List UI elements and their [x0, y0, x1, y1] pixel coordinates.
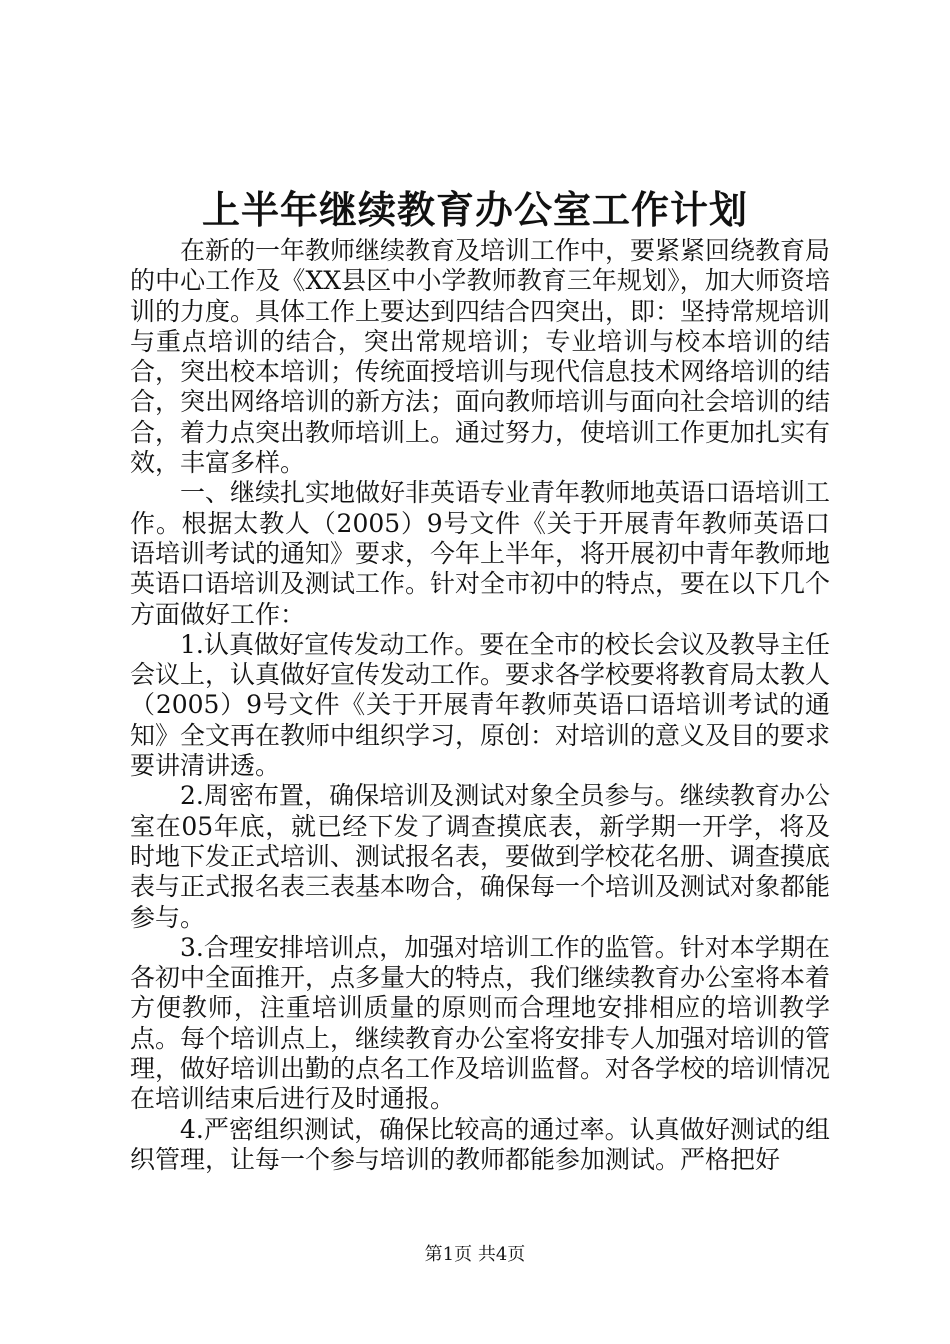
paragraph-item-3: 3.合理安排培训点，加强对培训工作的监管。针对本学期在各初中全面推开，点多量大的特点，我们继续教育办公室将本着方便教师，注重培训质量的原则而合理地安排相应的培训教学点。每个培训点上，继续教育办公室将安排专人加强对培训的管理，做好培训出勤的点名工作及培训监督。对各学校的培训情况在培训结束后进行及时通报。 — [130, 932, 831, 1114]
document-body — [130, 236, 830, 1175]
paragraph-item-2: 2.周密布置，确保培训及测试对象全员参与。继续教育办公室在05年底，就已经下发了调查摸底表，新学期一开学，将及时地下发正式培训、测试报名表，要做到学校花名册、调查摸底表与正式报名表三表基本吻合，确保每一个培训及测试对象都能参与。 — [130, 781, 831, 932]
page-number-footer: 第1页 共4页 — [424, 1244, 526, 1265]
paragraph-section-one: 一、继续扎实地做好非英语专业青年教师地英语口语培训工作。根据太教人（2005）9号文件《关于开展青年教师英语口语培训考试的通知》要求，今年上半年，将开展初中青年教师地英语口语培训及测试工作。针对全市初中的特点，要在以下几个方面做好工作： — [130, 478, 831, 629]
paragraph-item-4: 4.严密组织测试，确保比较高的通过率。认真做好测试的组织管理，让每一个参与培训的教师都能参加测试。严格把好 — [130, 1114, 830, 1174]
document-title: 上半年继续教育办公室工作计划 — [201, 187, 748, 232]
paragraph-intro: 在新的一年教师继续教育及培训工作中，要紧紧回绕教育局的中心工作及《XX县区中小学教师教育三年规划》，加大师资培训的力度。具体工作上要达到四结合四突出，即：坚持常规培训与重点培训的结合，突出常规培训；专业培训与校本培训的结合，突出校本培训；传统面授培训与现代信息技术网络培训的结合，突出网络培训的新方法；面向教师培训与面向社会培训的结合，着力点突出教师培训上。通过努力，使培训工作更加扎实有效，丰富多样。 — [130, 236, 831, 478]
paragraph-item-1: 1.认真做好宣传发动工作。要在全市的校长会议及教导主任会议上，认真做好宣传发动工作。要求各学校要将教育局太教人（2005）9号文件《关于开展青年教师英语口语培训考试的通知》全文再在教师中组织学习，原创：对培训的意义及目的要求要讲清讲透。 — [130, 629, 831, 781]
